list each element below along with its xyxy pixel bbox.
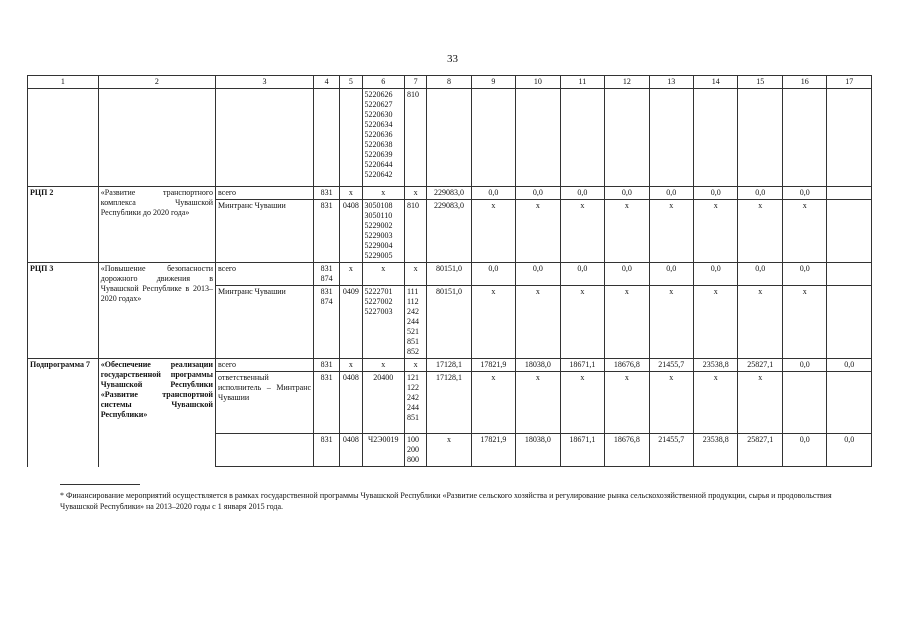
amount-cell: 0,0 <box>827 359 872 372</box>
amount-cell: 0,0 <box>782 434 826 467</box>
kvr-code: x <box>404 359 426 372</box>
amount-cell: 0,0 <box>694 263 738 286</box>
amount-cell: 18671,1 <box>560 434 604 467</box>
amount-cell: 0,0 <box>605 187 649 200</box>
amount-cell: 17821,9 <box>471 359 515 372</box>
amount-cell <box>827 286 872 359</box>
column-header: 6 <box>362 76 404 89</box>
rzpr-code: 0408 <box>340 372 362 434</box>
amount-cell: x <box>694 372 738 434</box>
kcsr-codes: 5220626 5220627 5220630 5220634 5220636 5220638 5220639 5220644 5220642 <box>362 89 404 187</box>
amount-cell: x <box>738 200 782 263</box>
column-header: 1 <box>28 76 99 89</box>
amount-cell: x <box>694 286 738 359</box>
program-code: РЦП 3 <box>28 263 99 359</box>
rzpr-code: x <box>340 263 362 286</box>
amount-cell: 18676,8 <box>605 434 649 467</box>
amount-cell: x <box>560 200 604 263</box>
amount-cell <box>827 372 872 434</box>
amount-cell: x <box>427 434 471 467</box>
amount-cell <box>827 263 872 286</box>
program-code: РЦП 2 <box>28 187 99 263</box>
amount-cell: 80151,0 <box>427 286 471 359</box>
executor: всего <box>216 263 314 286</box>
executor: всего <box>216 359 314 372</box>
executor: Минтранс Чувашии <box>216 286 314 359</box>
amount-cell: 0,0 <box>738 263 782 286</box>
amount-cell: x <box>649 372 693 434</box>
kvr-code: x <box>404 187 426 200</box>
amount-cell: x <box>605 200 649 263</box>
amount-cell: 23538,8 <box>694 359 738 372</box>
grbs-code: 831 <box>314 372 340 434</box>
amount-cell: 0,0 <box>516 263 560 286</box>
column-header: 15 <box>738 76 782 89</box>
executor <box>216 434 314 467</box>
amount-cell: 0,0 <box>782 359 826 372</box>
amount-cell: x <box>471 372 515 434</box>
program-code: Подпрограмма 7 <box>28 359 99 467</box>
amount-cell: 229083,0 <box>427 187 471 200</box>
amount-cell: 0,0 <box>560 187 604 200</box>
amount-cell: 0,0 <box>827 434 872 467</box>
table-row <box>28 359 872 372</box>
amount-cell: x <box>649 286 693 359</box>
column-header: 16 <box>782 76 826 89</box>
column-header: 13 <box>649 76 693 89</box>
rzpr-code: 0408 <box>340 200 362 263</box>
column-header-row <box>28 76 872 89</box>
grbs-code: 831 <box>314 187 340 200</box>
amount-cell: 18038,0 <box>516 359 560 372</box>
kcsr-codes: Ч2Э0019 <box>362 434 404 467</box>
table-row <box>28 263 872 286</box>
amount-cell: 25827,1 <box>738 434 782 467</box>
rzpr-code: x <box>340 359 362 372</box>
amount-cell: 25827,1 <box>738 359 782 372</box>
page-number: 33 <box>447 53 458 65</box>
kvr-code: 810 <box>404 200 426 263</box>
amount-cell: 17821,9 <box>471 434 515 467</box>
amount-cell <box>782 372 826 434</box>
amount-cell <box>827 187 872 200</box>
amount-cell: 23538,8 <box>694 434 738 467</box>
amount-cell: 18676,8 <box>605 359 649 372</box>
amount-cell: x <box>471 200 515 263</box>
amount-cell: x <box>516 286 560 359</box>
grbs-code: 831 <box>314 200 340 263</box>
amount-cell: x <box>649 200 693 263</box>
column-header: 14 <box>694 76 738 89</box>
amount-cell: x <box>738 286 782 359</box>
amount-cell: 0,0 <box>516 187 560 200</box>
program-name: «Развитие транспортного комплекса Чувашской Республики до 2020 года» <box>98 187 215 263</box>
amount-cell: 18671,1 <box>560 359 604 372</box>
amount-cell: x <box>605 286 649 359</box>
grbs-code: 831 <box>314 359 340 372</box>
amount-cell: x <box>471 286 515 359</box>
continuation-row <box>28 89 872 187</box>
kcsr-codes: x <box>362 359 404 372</box>
amount-cell: 0,0 <box>471 187 515 200</box>
kcsr-codes: 3050108 3050110 5229002 5229003 5229004 5229005 <box>362 200 404 263</box>
kcsr-codes: x <box>362 187 404 200</box>
rzpr-code: 0408 <box>340 434 362 467</box>
amount-cell: 0,0 <box>738 187 782 200</box>
kvr-code: 111 112 242 244 521 851 852 <box>404 286 426 359</box>
kvr-code: 810 <box>404 89 426 187</box>
rzpr-code: 0409 <box>340 286 362 359</box>
amount-cell: 0,0 <box>471 263 515 286</box>
amount-cell: 21455,7 <box>649 359 693 372</box>
amount-cell: x <box>694 200 738 263</box>
amount-cell: 17128,1 <box>427 359 471 372</box>
column-header: 8 <box>427 76 471 89</box>
program-name: «Обеспечение реализации государственной программы Чувашской Республики «Развитие транспортной системы Чувашской Республики» <box>98 359 215 467</box>
column-header: 17 <box>827 76 872 89</box>
amount-cell: 0,0 <box>649 187 693 200</box>
amount-cell: 21455,7 <box>649 434 693 467</box>
column-header: 4 <box>314 76 340 89</box>
amount-cell: 229083,0 <box>427 200 471 263</box>
amount-cell <box>827 200 872 263</box>
column-header: 10 <box>516 76 560 89</box>
column-header: 12 <box>605 76 649 89</box>
amount-cell: x <box>516 200 560 263</box>
column-header: 7 <box>404 76 426 89</box>
column-header: 9 <box>471 76 515 89</box>
amount-cell: 0,0 <box>560 263 604 286</box>
kvr-code: 121 122 242 244 851 <box>404 372 426 434</box>
amount-cell: x <box>560 372 604 434</box>
program-name: «Повышение безопасности дорожного движения в Чувашской Республике в 2013–2020 годах» <box>98 263 215 359</box>
amount-cell: 0,0 <box>694 187 738 200</box>
kvr-code: x <box>404 263 426 286</box>
grbs-code: 831 874 <box>314 263 340 286</box>
column-header: 11 <box>560 76 604 89</box>
amount-cell: 0,0 <box>649 263 693 286</box>
grbs-code: 831 874 <box>314 286 340 359</box>
column-header: 2 <box>98 76 215 89</box>
executor: всего <box>216 187 314 200</box>
executor: Минтранс Чувашии <box>216 200 314 263</box>
footnote: * Финансирование мероприятий осуществляется в рамках государственной программы Чувашской Республики «Развитие сельского хозяйства и регулирование рынка сельскохозяйственной продукции, сырья и продовольствия Чувашской Республики» на 2013–2020 годы с 1 января 2015 года. <box>60 491 832 511</box>
amount-cell: 80151,0 <box>427 263 471 286</box>
amount-cell: x <box>738 372 782 434</box>
executor: ответственный исполнитель – Минтранс Чувашии <box>216 372 314 434</box>
amount-cell: 17128,1 <box>427 372 471 434</box>
budget-table <box>27 75 872 467</box>
amount-cell: 0,0 <box>782 187 826 200</box>
amount-cell: 18038,0 <box>516 434 560 467</box>
amount-cell: x <box>605 372 649 434</box>
column-header: 5 <box>340 76 362 89</box>
amount-cell: x <box>782 200 826 263</box>
amount-cell: x <box>782 286 826 359</box>
grbs-code: 831 <box>314 434 340 467</box>
kcsr-codes: 20400 <box>362 372 404 434</box>
kcsr-codes: x <box>362 263 404 286</box>
amount-cell: 0,0 <box>605 263 649 286</box>
table-row <box>28 187 872 200</box>
rzpr-code: x <box>340 187 362 200</box>
amount-cell: x <box>560 286 604 359</box>
kvr-code: 100 200 800 <box>404 434 426 467</box>
amount-cell: x <box>516 372 560 434</box>
footnote-divider <box>60 484 140 485</box>
column-header: 3 <box>216 76 314 89</box>
amount-cell: 0,0 <box>782 263 826 286</box>
kcsr-codes: 5222701 5227002 5227003 <box>362 286 404 359</box>
